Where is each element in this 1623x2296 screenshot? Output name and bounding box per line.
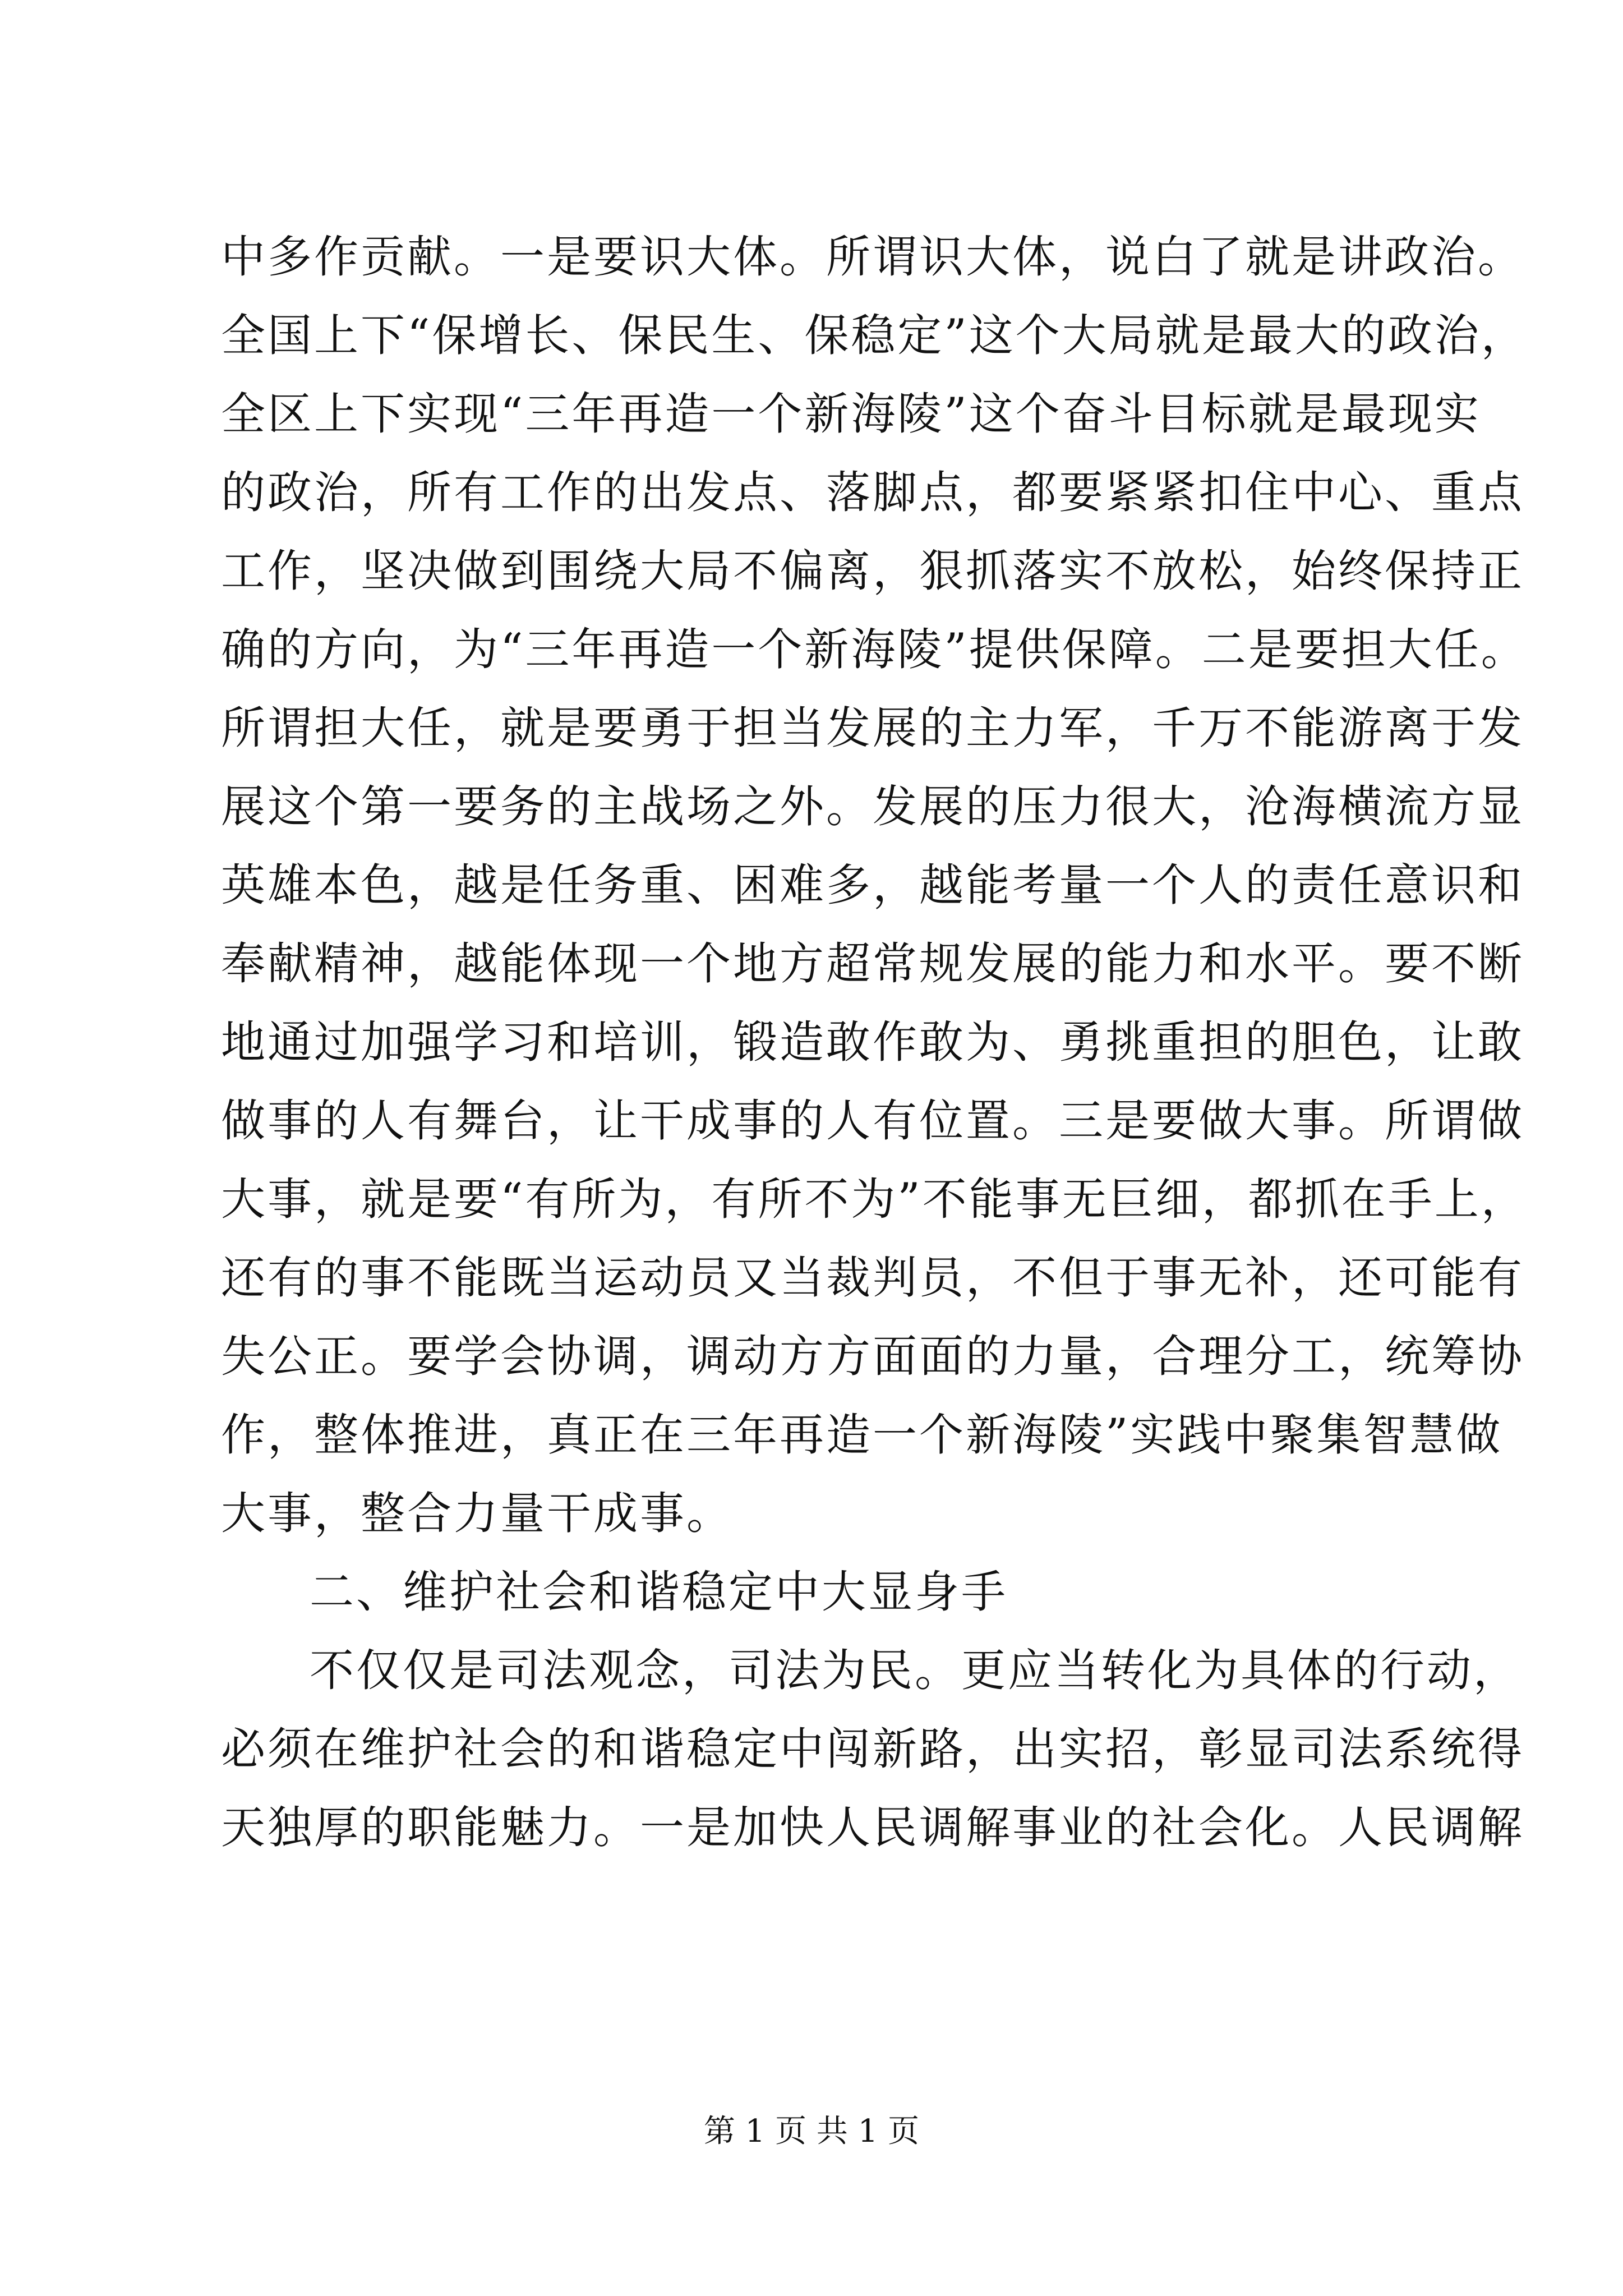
text-line: 必须在维护社会的和谐稳定中闯新路，出实招，彰显司法系统得 xyxy=(221,1723,1524,1775)
text-line: 大事，就是要“有所为，有所不为”不能事无巨细，都抓在手上， xyxy=(221,1174,1528,1225)
text-line: 确的方向，为“三年再造一个新海陵”提供保障。二是要担大任。 xyxy=(221,624,1528,675)
text-line: 天独厚的职能魅力。一是加快人民调解事业的社会化。人民调解 xyxy=(221,1802,1524,1853)
text-line: 的政治，所有工作的出发点、落脚点，都要紧紧扣住中心、重点 xyxy=(221,467,1524,518)
text-line: 全区上下实现“三年再造一个新海陵”这个奋斗目标就是最现实 xyxy=(221,388,1481,440)
text-line: 中多作贡献。一是要识大体。所谓识大体，说白了就是讲政治。 xyxy=(221,231,1524,283)
section-heading: 二、维护社会和谐稳定中大显身手 xyxy=(310,1566,1008,1618)
text-line: 失公正。要学会协调，调动方方面面的力量，合理分工，统筹协 xyxy=(221,1331,1524,1382)
text-line: 全国上下“保增长、保民生、保稳定”这个大局就是最大的政治， xyxy=(221,310,1528,361)
text-line: 地通过加强学习和培训，锻造敢作敢为、勇挑重担的胆色，让敢 xyxy=(221,1016,1524,1068)
text-line: 不仅仅是司法观念，司法为民。更应当转化为具体的行动， xyxy=(310,1645,1520,1696)
text-line: 还有的事不能既当运动员又当裁判员，不但于事无补，还可能有 xyxy=(221,1252,1524,1304)
text-line: 作，整体推进，真正在三年再造一个新海陵”实践中聚集智慧做 xyxy=(221,1409,1503,1461)
text-line: 展这个第一要务的主战场之外。发展的压力很大，沧海横流方显 xyxy=(221,781,1524,832)
text-line: 英雄本色，越是任务重、困难多，越能考量一个人的责任意识和 xyxy=(221,859,1524,911)
text-line: 奉献精神，越能体现一个地方超常规发展的能力和水平。要不断 xyxy=(221,938,1524,990)
text-line: 工作，坚决做到围绕大局不偏离，狠抓落实不放松，始终保持正 xyxy=(221,545,1524,597)
text-line: 所谓担大任，就是要勇于担当发展的主力军，千万不能游离于发 xyxy=(221,702,1524,754)
text-line: 做事的人有舞台，让干成事的人有位置。三是要做大事。所谓做 xyxy=(221,1095,1524,1147)
page-footer: 第 1 页 共 1 页 xyxy=(703,2113,920,2150)
text-line: 大事，整合力量干成事。 xyxy=(221,1488,733,1539)
